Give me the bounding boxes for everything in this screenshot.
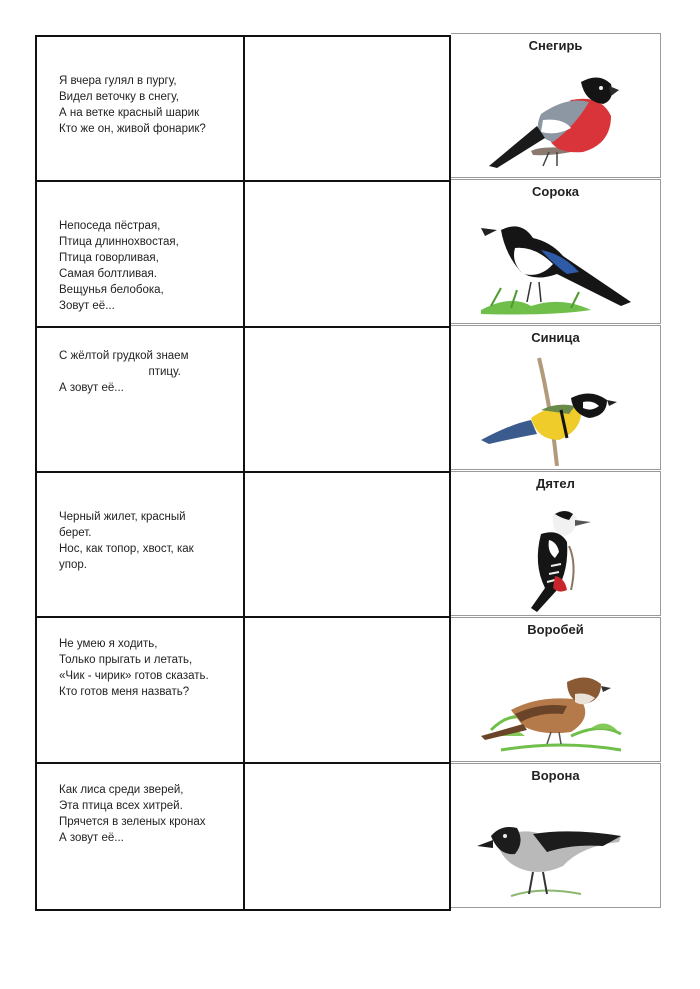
bird-name: Ворона bbox=[531, 768, 580, 783]
riddle-cell-2 bbox=[37, 182, 245, 327]
riddle-line: Черный жилет, красный bbox=[59, 510, 186, 523]
answer-cell-3[interactable] bbox=[245, 328, 451, 473]
riddle-text-4 bbox=[59, 509, 235, 573]
riddle-line: Я вчера гулял в пургу, bbox=[59, 75, 177, 87]
riddle-line: Птица говорливая, bbox=[59, 252, 159, 265]
riddle-line: Прячется в зеленых кронах bbox=[59, 815, 206, 828]
riddle-line: А зовут её... bbox=[59, 831, 124, 844]
bird-name: Дятел bbox=[536, 476, 575, 491]
bird-card-1[interactable] bbox=[451, 33, 661, 178]
riddle-line: Видел веточку в снегу, bbox=[59, 91, 179, 103]
riddle-line: Как лиса среди зверей, bbox=[59, 783, 184, 796]
riddle-cell-1 bbox=[37, 37, 245, 182]
riddle-line: упор. bbox=[59, 558, 87, 571]
answer-cell-1[interactable] bbox=[245, 37, 451, 182]
riddle-line: Только прыгать и летать, bbox=[59, 654, 193, 667]
answer-cell-5[interactable] bbox=[245, 618, 451, 763]
riddle-cell-3 bbox=[37, 328, 245, 473]
riddle-line: А на ветке красный шарик bbox=[59, 107, 200, 119]
riddle-line: Эта птица всех хитрей. bbox=[59, 799, 183, 812]
bird-card-3[interactable] bbox=[451, 325, 661, 470]
riddle-line: Самая болтливая. bbox=[59, 268, 157, 281]
riddle-text-2 bbox=[59, 218, 235, 314]
woodpecker-icon bbox=[471, 494, 641, 612]
answer-cell-6[interactable] bbox=[245, 764, 451, 909]
riddle-line: птицу. bbox=[59, 365, 181, 378]
riddle-line: А зовут её... bbox=[59, 381, 124, 394]
bird-name: Синица bbox=[531, 330, 580, 345]
bird-card-5[interactable] bbox=[451, 617, 661, 762]
bird-card-2[interactable] bbox=[451, 179, 661, 324]
riddle-line: С жёлтой грудкой знаем bbox=[59, 349, 189, 362]
riddle-text-1 bbox=[59, 73, 235, 137]
riddle-line: Непоседа пёстрая, bbox=[59, 220, 161, 233]
riddle-line: «Чик - чирик» готов сказать. bbox=[59, 670, 209, 683]
answer-cell-2[interactable] bbox=[245, 182, 451, 327]
riddle-line: Кто же он, живой фонарик? bbox=[59, 123, 206, 135]
bird-name: Сорока bbox=[532, 184, 579, 199]
riddle-text-3 bbox=[59, 348, 235, 396]
bullfinch-icon bbox=[471, 56, 641, 174]
riddle-line: Нос, как топор, хвост, как bbox=[59, 542, 194, 555]
bird-name: Воробей bbox=[527, 622, 584, 637]
tit-icon bbox=[471, 348, 641, 466]
magpie-icon bbox=[471, 202, 641, 320]
riddle-cell-6 bbox=[37, 764, 245, 909]
riddle-grid bbox=[35, 35, 451, 911]
bird-name: Снегирь bbox=[528, 38, 583, 53]
riddle-cell-5 bbox=[37, 618, 245, 763]
riddle-line: Кто готов меня назвать? bbox=[59, 686, 190, 699]
bird-card-6[interactable] bbox=[451, 763, 661, 908]
riddle-line: Не умею я ходить, bbox=[59, 638, 158, 651]
riddle-text-6 bbox=[59, 782, 235, 846]
riddle-line: Птица длиннохвостая, bbox=[59, 236, 179, 249]
answer-cell-4[interactable] bbox=[245, 473, 451, 618]
riddle-line: Вещунья белобока, bbox=[59, 284, 164, 297]
crow-icon bbox=[471, 786, 641, 904]
bird-cards bbox=[451, 33, 661, 909]
bird-card-4[interactable] bbox=[451, 471, 661, 616]
riddle-line: берет. bbox=[59, 526, 92, 539]
riddle-text-5 bbox=[59, 636, 235, 700]
riddle-line: Зовут её... bbox=[59, 300, 115, 313]
sparrow-icon bbox=[471, 640, 641, 758]
riddle-cell-4 bbox=[37, 473, 245, 618]
